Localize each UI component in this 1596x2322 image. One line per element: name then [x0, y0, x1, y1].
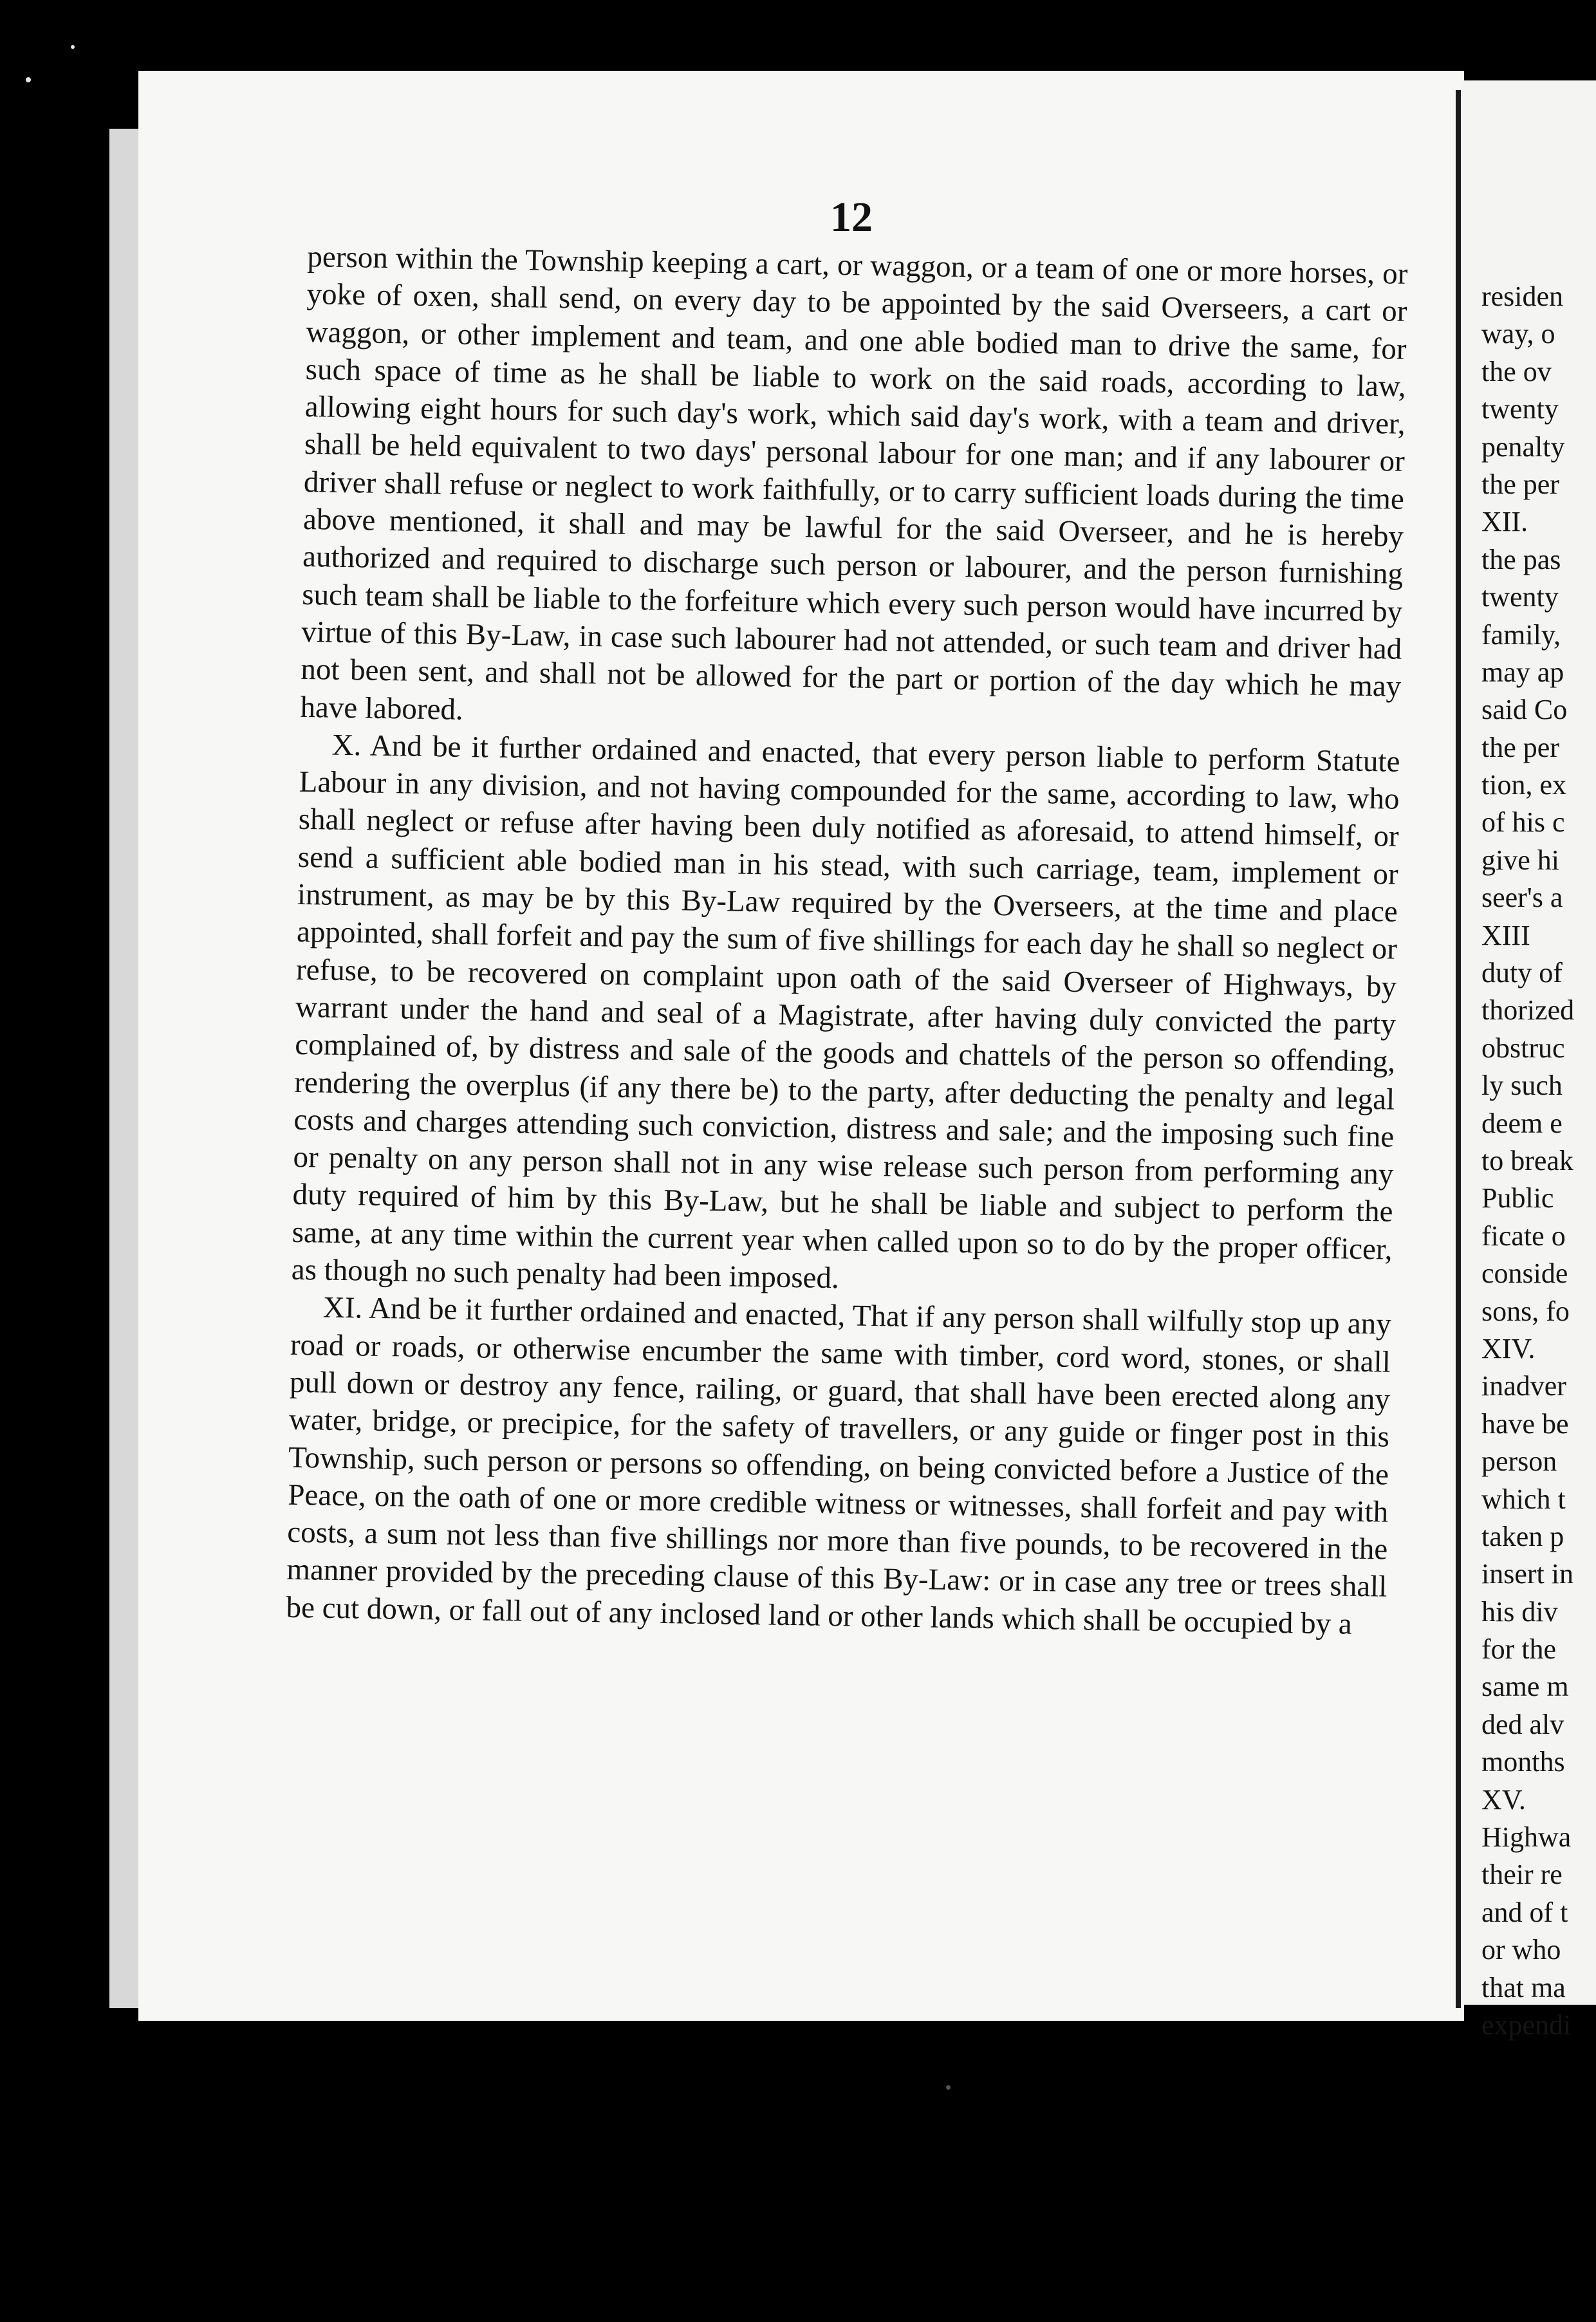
paragraph-continuation: person within the Township keeping a cart, or waggon, or a team of one or more horses, or yoke of oxen, shall send, on every day to be appointed by the said Overseers, a cart or waggon, or other implement and team, and one able bodied man to drive the same, for such space of time as he shall be liable to work on the said roads, according to law, allowing eight hours for such day's work, which said day's work, with a team and driver, shall be held equivalent to two days' personal labour for one man; and if any labourer or driver shall refuse or neglect to work faithfully, or to carry sufficient loads during the time above mentioned, it shall and may be lawful for the said Overseer, and he is hereby authorized and required to discharge such person or labourer, and the person furnishing such team shall be liable to the forfeiture which every such person would have incurred by virtue of this By-Law, in case such labourer had not attended, or such team and driver had not been sent, and shall not be allowed for the part or portion of the day which he may have labored. [300, 239, 1408, 727]
right-page-line: have be [1481, 1407, 1569, 1440]
right-page-line: their re [1481, 1859, 1563, 1891]
right-page-line: XIV. [1481, 1332, 1536, 1364]
right-page-line: inadver [1481, 1370, 1566, 1402]
right-page-line: tion, ex [1481, 769, 1566, 801]
right-page-line: seer's a [1481, 882, 1563, 914]
right-page-line: insert in [1481, 1558, 1573, 1590]
right-page-line: sons, fo [1481, 1295, 1570, 1327]
right-page-line: duty of [1481, 957, 1563, 989]
paragraph-section-xi: XI. And be it further ordained and enacted, That if any person shall wilfully stop up any road or roads, or otherwise encumber the same with timber, cord word, stones, or shall pull down or destroy any fence, railing, or guard, that shall have been erected along any water, bridge, or precipice, for the safety of travellers, or any guide or finger post in this Township, such person or persons so offending, on being convicted before a Justice of the Peace, on the oath of one or more credible witness or witnesses, shall forfeit and pay with costs, a sum not less than five shillings nor more than five pounds, to be recovered in the manner provided by the preceding clause of this By-Law: or in case any tree or trees shall be cut down, or fall out of any inclosed land or other lands which shall be occupied by a [286, 1290, 1392, 1641]
right-page-line: obstruc [1481, 1032, 1565, 1064]
right-page-line: Highwa [1481, 1821, 1572, 1853]
right-page-line: for the [1481, 1633, 1557, 1666]
right-page-line: ficate o [1481, 1220, 1566, 1252]
right-page-line: XII. [1481, 506, 1528, 538]
right-page-line: of his c [1481, 806, 1565, 839]
right-page-line: and of t [1481, 1896, 1568, 1928]
right-page-line: months [1481, 1746, 1565, 1778]
right-page-line: give hi [1481, 844, 1559, 876]
right-page-line: the per [1481, 468, 1559, 500]
right-page-line: residen [1481, 281, 1564, 312]
right-page-text [1481, 278, 1596, 2044]
right-page-line: ded alv [1481, 1708, 1564, 1740]
right-page-line: the ov [1481, 355, 1552, 387]
right-page-line: conside [1481, 1258, 1568, 1290]
right-page-line: deem e [1481, 1107, 1563, 1139]
right-page-line: taken p [1481, 1520, 1564, 1552]
right-page-line: expendi [1481, 2009, 1572, 2041]
right-page-line: ly such [1481, 1070, 1563, 1102]
right-page-line: said Co [1481, 694, 1568, 726]
right-page-line: which t [1481, 1483, 1566, 1515]
right-page-line: his div [1481, 1595, 1558, 1628]
speck-mark [26, 77, 31, 82]
right-page-line: may ap [1481, 656, 1564, 688]
right-page-line: family, [1481, 618, 1561, 651]
speck-mark [71, 45, 75, 49]
page-number: 12 [830, 194, 873, 241]
right-page-line: twenty [1481, 393, 1559, 425]
right-page-line: the per [1481, 731, 1559, 763]
main-text-block [280, 238, 1408, 2006]
right-page-line: or who [1481, 1934, 1561, 1966]
right-page-line: way, o [1481, 318, 1555, 350]
right-page-line: thorized [1481, 994, 1575, 1026]
right-page-line: XIII [1481, 919, 1530, 951]
right-page-line: the pas [1481, 543, 1561, 575]
right-page-line: penalty [1481, 431, 1565, 463]
paragraph-section-x: X. And be it further ordained and enacted, that every person liable to perform Statute Labour in any division, and not having compounded for the same, according to law, who shall neglect or refuse after having been duly notified as aforesaid, to attend himself, or send a sufficient able bodied man in his stead, with such carriage, team, implement or instrument, as may be by this By-Law required by the Overseers, at the time and place appointed, shall forfeit and pay the sum of five shillings for each day he shall so neglect or refuse, to be recovered on complaint upon oath of the said Overseer of Highways, by warrant under the hand and seal of a Magistrate, after having duly convicted the party complained of, by distress and sale of the goods and chattels of the person so offending, rendering the overplus (if any there be) to the party, after deducting the penalty and legal costs and charges attending such conviction, distress and sale; and the imposing such fine or penalty on any person shall not in any wise release such person from performing any duty required of him by this By-Law, but he shall be liable and subject to perform the same, at any time within the current year when called upon so to do by the proper officer, as though no such penalty had been imposed. [291, 728, 1400, 1296]
right-page-line: same m [1481, 1671, 1569, 1703]
right-page-line: to break [1481, 1144, 1573, 1176]
speck-mark [946, 2085, 951, 2090]
right-page-line: Public [1481, 1182, 1554, 1214]
right-page-line: person [1481, 1445, 1557, 1478]
right-page-line: that ma [1481, 1971, 1566, 2003]
right-page-line: twenty [1481, 581, 1559, 613]
page-gutter [1456, 90, 1461, 2008]
right-page-line: XV. [1481, 1783, 1526, 1816]
